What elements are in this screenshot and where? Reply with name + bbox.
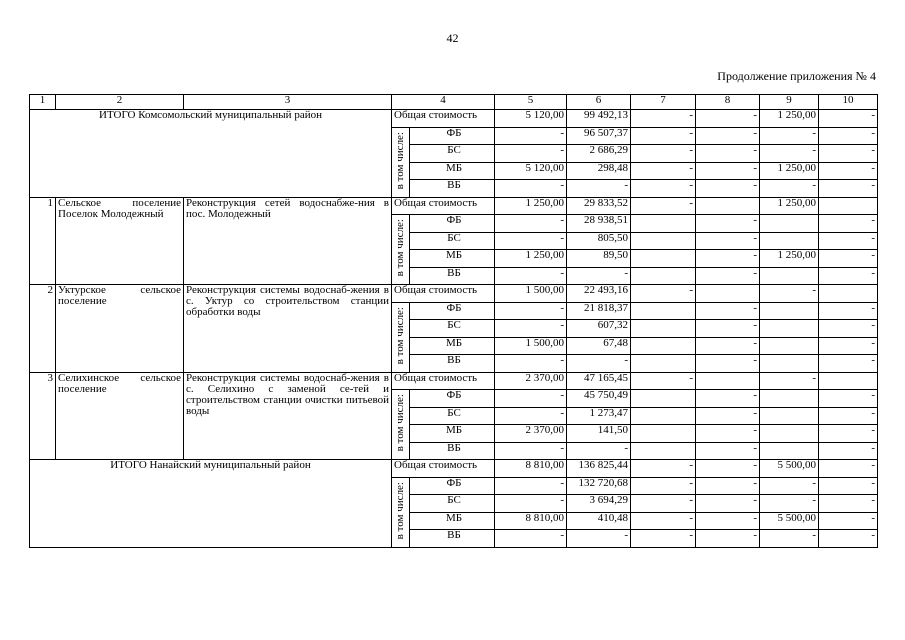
value-cell-col7: -: [631, 285, 696, 303]
value-cell-col9: 1 250,00: [760, 162, 819, 180]
value-cell-col8: -: [696, 215, 760, 233]
value-cell-col9: [760, 407, 819, 425]
value-cell-col10: -: [819, 162, 878, 180]
funding-source-label: МБ: [410, 425, 495, 443]
value-cell-col10: -: [819, 337, 878, 355]
vertical-label-text: в том числе:: [393, 131, 406, 190]
value-cell-col8: -: [696, 337, 760, 355]
value-cell-col10: -: [819, 530, 878, 548]
value-cell-col5: 1 500,00: [495, 285, 567, 303]
value-cell-col9: [760, 302, 819, 320]
table-row: [30, 197, 878, 215]
value-cell-col9: [760, 390, 819, 408]
value-cell-col5: 5 120,00: [495, 110, 567, 128]
funding-breakdown-label: [392, 302, 410, 372]
value-cell-col5: -: [495, 495, 567, 513]
value-cell-col7: [631, 267, 696, 285]
value-cell-col5: 2 370,00: [495, 425, 567, 443]
table-row: [30, 372, 878, 390]
col-header-3: 3: [184, 95, 392, 110]
header-row: [30, 95, 878, 110]
value-cell-col6: 22 493,16: [567, 285, 631, 303]
value-cell-col7: -: [631, 512, 696, 530]
value-cell-col10: -: [819, 320, 878, 338]
col-header-5: 5: [495, 95, 567, 110]
value-cell-col8: -: [696, 477, 760, 495]
value-cell-col7: [631, 425, 696, 443]
value-cell-col9: [760, 320, 819, 338]
value-cell-col6: 47 165,45: [567, 372, 631, 390]
value-cell-col5: 1 250,00: [495, 197, 567, 215]
value-cell-col6: 298,48: [567, 162, 631, 180]
table-row: [30, 460, 878, 478]
value-cell-col9: -: [760, 127, 819, 145]
value-cell-col6: 136 825,44: [567, 460, 631, 478]
value-cell-col10: -: [819, 215, 878, 233]
total-cost-label: Общая стоимость: [392, 460, 495, 478]
value-cell-col5: -: [495, 302, 567, 320]
work-description: Реконструкция системы водоснаб-жения в с. Селихино с заменой се-тей и строительством станции очистки питьевой воды: [184, 372, 392, 460]
value-cell-col7: -: [631, 372, 696, 390]
value-cell-col10: -: [819, 460, 878, 478]
funding-source-label: ВБ: [410, 267, 495, 285]
value-cell-col7: [631, 407, 696, 425]
value-cell-col8: -: [696, 460, 760, 478]
value-cell-col8: -: [696, 267, 760, 285]
col-header-8: 8: [696, 95, 760, 110]
value-cell-col6: 607,32: [567, 320, 631, 338]
row-number: 1: [30, 197, 56, 285]
value-cell-col10: -: [819, 232, 878, 250]
value-cell-col9: [760, 425, 819, 443]
funding-source-label: МБ: [410, 337, 495, 355]
value-cell-col5: -: [495, 232, 567, 250]
funding-source-label: ФБ: [410, 215, 495, 233]
value-cell-col5: 1 250,00: [495, 250, 567, 268]
value-cell-col5: 2 370,00: [495, 372, 567, 390]
col-header-7: 7: [631, 95, 696, 110]
value-cell-col8: -: [696, 110, 760, 128]
value-cell-col8: -: [696, 127, 760, 145]
value-cell-col6: 141,50: [567, 425, 631, 443]
value-cell-col6: 805,50: [567, 232, 631, 250]
value-cell-col10: -: [819, 127, 878, 145]
funding-source-label: МБ: [410, 512, 495, 530]
value-cell-col5: -: [495, 355, 567, 373]
value-cell-col10: -: [819, 495, 878, 513]
value-cell-col9: 1 250,00: [760, 197, 819, 215]
work-description: Реконструкция системы водоснаб-жения в с. Уктур со строительством станции обработки воды: [184, 285, 392, 373]
value-cell-col10: -: [819, 110, 878, 128]
value-cell-col9: [760, 355, 819, 373]
value-cell-col5: -: [495, 390, 567, 408]
value-cell-col6: 132 720,68: [567, 477, 631, 495]
funding-breakdown-label: [392, 215, 410, 285]
value-cell-col10: [819, 372, 878, 390]
value-cell-col5: -: [495, 530, 567, 548]
value-cell-col10: -: [819, 302, 878, 320]
value-cell-col10: -: [819, 442, 878, 460]
settlement-name: Сельское поселение Поселок Молодежный: [56, 197, 184, 285]
total-cost-label: Общая стоимость: [392, 285, 495, 303]
table-body: [30, 110, 878, 548]
value-cell-col6: 410,48: [567, 512, 631, 530]
vertical-label-text: в том числе:: [393, 394, 406, 452]
value-cell-col9: [760, 232, 819, 250]
funding-source-label: БС: [410, 407, 495, 425]
funding-source-label: МБ: [410, 250, 495, 268]
value-cell-col9: 1 250,00: [760, 250, 819, 268]
col-header-2: 2: [56, 95, 184, 110]
value-cell-col6: -: [567, 530, 631, 548]
col-header-6: 6: [567, 95, 631, 110]
funding-source-label: БС: [410, 232, 495, 250]
value-cell-col5: -: [495, 407, 567, 425]
funding-breakdown-label: [392, 390, 410, 460]
value-cell-col9: -: [760, 495, 819, 513]
funding-source-label: ФБ: [410, 127, 495, 145]
value-cell-col9: 5 500,00: [760, 512, 819, 530]
funding-source-label: ВБ: [410, 530, 495, 548]
col-header-9: 9: [760, 95, 819, 110]
total-cost-label: Общая стоимость: [392, 372, 495, 390]
value-cell-col10: -: [819, 355, 878, 373]
budget-table: [29, 94, 878, 548]
value-cell-col6: 89,50: [567, 250, 631, 268]
work-description: Реконструкция сетей водоснабже-ния в пос. Молодежный: [184, 197, 392, 285]
settlement-name: Селихинское сельское поселение: [56, 372, 184, 460]
value-cell-col10: -: [819, 250, 878, 268]
settlement-name: Уктурское сельское поселение: [56, 285, 184, 373]
value-cell-col6: 29 833,52: [567, 197, 631, 215]
value-cell-col10: -: [819, 390, 878, 408]
value-cell-col9: -: [760, 145, 819, 163]
value-cell-col8: -: [696, 302, 760, 320]
value-cell-col7: -: [631, 180, 696, 198]
value-cell-col5: -: [495, 442, 567, 460]
table-row: [30, 110, 878, 128]
value-cell-col6: 67,48: [567, 337, 631, 355]
value-cell-col7: [631, 337, 696, 355]
value-cell-col8: -: [696, 530, 760, 548]
funding-source-label: БС: [410, 320, 495, 338]
vertical-label-text: в том числе:: [393, 219, 406, 277]
value-cell-col5: -: [495, 180, 567, 198]
value-cell-col10: [819, 285, 878, 303]
value-cell-col8: -: [696, 355, 760, 373]
value-cell-col5: -: [495, 145, 567, 163]
funding-source-label: ВБ: [410, 355, 495, 373]
value-cell-col6: 21 818,37: [567, 302, 631, 320]
total-cost-label: Общая стоимость: [392, 110, 495, 128]
district-total-label: ИТОГО Нанайский муниципальный район: [30, 460, 392, 548]
value-cell-col5: 1 500,00: [495, 337, 567, 355]
value-cell-col5: 8 810,00: [495, 460, 567, 478]
value-cell-col10: -: [819, 407, 878, 425]
value-cell-col6: 99 492,13: [567, 110, 631, 128]
value-cell-col5: 5 120,00: [495, 162, 567, 180]
value-cell-col9: [760, 215, 819, 233]
value-cell-col8: -: [696, 145, 760, 163]
total-cost-label: Общая стоимость: [392, 197, 495, 215]
value-cell-col7: [631, 302, 696, 320]
value-cell-col8: -: [696, 442, 760, 460]
value-cell-col6: -: [567, 180, 631, 198]
funding-breakdown-label: [392, 127, 410, 197]
value-cell-col6: 45 750,49: [567, 390, 631, 408]
value-cell-col8: -: [696, 180, 760, 198]
value-cell-col7: [631, 215, 696, 233]
value-cell-col7: [631, 390, 696, 408]
vertical-label-text: в том числе:: [393, 306, 406, 365]
value-cell-col6: 28 938,51: [567, 215, 631, 233]
funding-source-label: БС: [410, 145, 495, 163]
col-header-1: 1: [30, 95, 56, 110]
value-cell-col8: [696, 285, 760, 303]
value-cell-col9: -: [760, 180, 819, 198]
value-cell-col10: [819, 197, 878, 215]
value-cell-col6: 3 694,29: [567, 495, 631, 513]
value-cell-col5: -: [495, 320, 567, 338]
value-cell-col10: -: [819, 145, 878, 163]
value-cell-col8: -: [696, 512, 760, 530]
value-cell-col7: [631, 355, 696, 373]
value-cell-col9: [760, 442, 819, 460]
value-cell-col5: 8 810,00: [495, 512, 567, 530]
value-cell-col7: [631, 320, 696, 338]
funding-breakdown-label: [392, 477, 410, 547]
value-cell-col7: [631, 232, 696, 250]
value-cell-col8: -: [696, 390, 760, 408]
funding-source-label: БС: [410, 495, 495, 513]
value-cell-col8: [696, 197, 760, 215]
value-cell-col7: -: [631, 477, 696, 495]
funding-source-label: ВБ: [410, 442, 495, 460]
value-cell-col8: -: [696, 320, 760, 338]
value-cell-col8: -: [696, 232, 760, 250]
funding-source-label: ФБ: [410, 390, 495, 408]
value-cell-col9: -: [760, 477, 819, 495]
value-cell-col7: -: [631, 145, 696, 163]
col-header-4: 4: [392, 95, 495, 110]
value-cell-col10: -: [819, 425, 878, 443]
value-cell-col6: -: [567, 355, 631, 373]
funding-source-label: ФБ: [410, 302, 495, 320]
funding-source-label: ФБ: [410, 477, 495, 495]
value-cell-col9: -: [760, 530, 819, 548]
value-cell-col7: -: [631, 530, 696, 548]
appendix-caption: Продолжение приложения № 4: [717, 69, 876, 83]
value-cell-col8: -: [696, 495, 760, 513]
value-cell-col5: -: [495, 477, 567, 495]
value-cell-col9: 1 250,00: [760, 110, 819, 128]
value-cell-col6: -: [567, 267, 631, 285]
value-cell-col9: [760, 337, 819, 355]
value-cell-col5: -: [495, 127, 567, 145]
value-cell-col6: 1 273,47: [567, 407, 631, 425]
value-cell-col7: [631, 250, 696, 268]
value-cell-col8: -: [696, 162, 760, 180]
value-cell-col7: -: [631, 110, 696, 128]
value-cell-col9: [760, 267, 819, 285]
value-cell-col6: 96 507,37: [567, 127, 631, 145]
value-cell-col6: 2 686,29: [567, 145, 631, 163]
value-cell-col8: -: [696, 425, 760, 443]
district-total-label: ИТОГО Комсомольский муниципальный район: [30, 110, 392, 198]
value-cell-col10: -: [819, 267, 878, 285]
value-cell-col10: -: [819, 512, 878, 530]
value-cell-col7: -: [631, 162, 696, 180]
value-cell-col9: 5 500,00: [760, 460, 819, 478]
value-cell-col9: -: [760, 285, 819, 303]
vertical-label-text: в том числе:: [393, 481, 406, 540]
col-header-10: 10: [819, 95, 878, 110]
value-cell-col9: -: [760, 372, 819, 390]
value-cell-col8: [696, 372, 760, 390]
value-cell-col5: -: [495, 215, 567, 233]
value-cell-col7: -: [631, 460, 696, 478]
funding-source-label: ВБ: [410, 180, 495, 198]
value-cell-col7: -: [631, 495, 696, 513]
table-row: [30, 285, 878, 303]
funding-source-label: МБ: [410, 162, 495, 180]
value-cell-col8: -: [696, 407, 760, 425]
value-cell-col5: -: [495, 267, 567, 285]
value-cell-col10: -: [819, 477, 878, 495]
page-number: 42: [446, 31, 459, 45]
value-cell-col7: [631, 442, 696, 460]
row-number: 3: [30, 372, 56, 460]
value-cell-col7: -: [631, 127, 696, 145]
value-cell-col8: -: [696, 250, 760, 268]
row-number: 2: [30, 285, 56, 373]
value-cell-col10: -: [819, 180, 878, 198]
value-cell-col6: -: [567, 442, 631, 460]
value-cell-col7: -: [631, 197, 696, 215]
